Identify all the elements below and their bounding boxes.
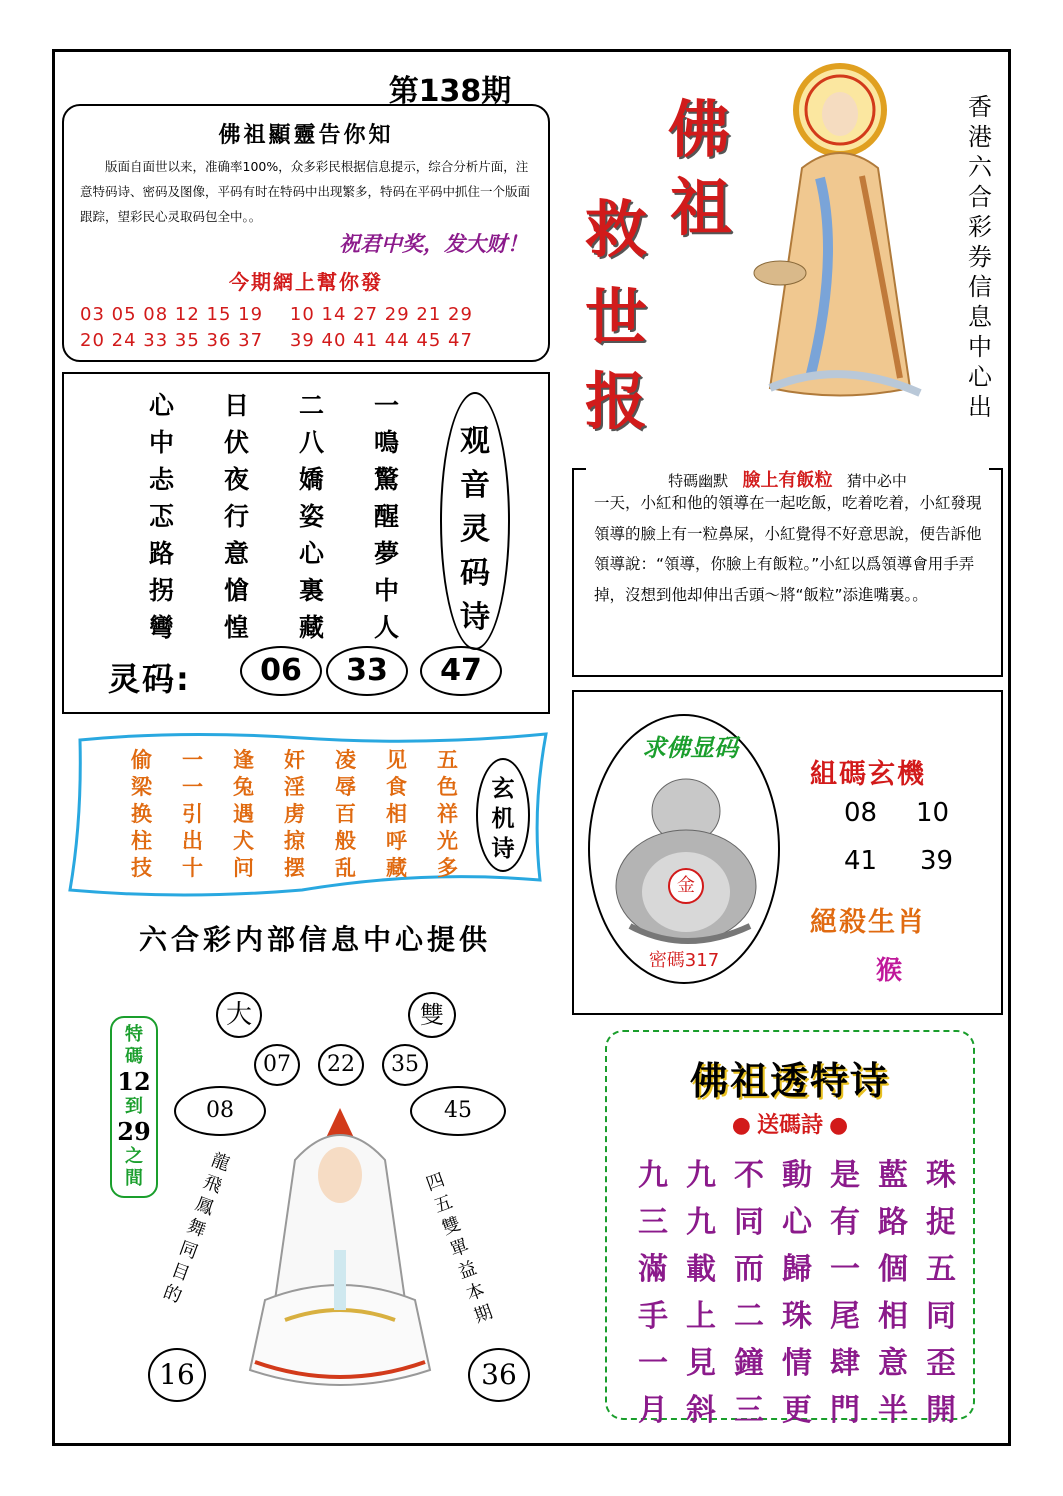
poem-char: 一	[638, 1346, 668, 1381]
combo-number: 08	[844, 798, 878, 828]
poem-char: 呼	[386, 829, 407, 853]
poem-char: 忑	[148, 502, 174, 531]
notice-title: 佛祖顯靈告你知	[218, 123, 394, 148]
poem-char: 出	[182, 829, 203, 853]
poem-char: 忐	[148, 465, 174, 494]
poem-char: 有	[830, 1205, 860, 1240]
poem-char: 月	[638, 1393, 668, 1428]
poem-char: 三	[734, 1393, 764, 1428]
poem-char: 摆	[284, 856, 305, 880]
poem-char: 情	[782, 1346, 812, 1381]
poem-char: 二	[298, 391, 324, 420]
poem-char: 藏	[386, 856, 407, 880]
poem-char: 彎	[148, 613, 174, 642]
buddha-oval	[588, 714, 780, 984]
net-numbers-row2: 20 24 33 35 36 37 39 40 41 44 45 47	[80, 330, 473, 351]
poem-char: 相	[386, 802, 407, 826]
wish-text: 祝君中奖，发大财！	[339, 232, 528, 256]
poem-char: 多	[437, 856, 458, 880]
phrase-char: 四	[423, 1169, 448, 1196]
phrase-char: 龍	[208, 1149, 233, 1176]
banner-char: 祖	[670, 171, 733, 244]
poem-char: 斜	[686, 1393, 716, 1428]
poem-char: 食	[386, 775, 407, 799]
poem-char: 個	[878, 1252, 908, 1287]
poem-char: 见	[386, 748, 407, 772]
phrase-char: 目	[168, 1259, 193, 1286]
poem-char: 技	[131, 856, 152, 880]
poem-char: 惶	[223, 613, 249, 642]
phrase-char: 飛	[200, 1171, 225, 1198]
poem-char: 淫	[284, 775, 305, 799]
right-oval-number: 45	[410, 1086, 506, 1136]
guanyin-poem-box	[62, 372, 550, 714]
poem-char: 五	[437, 748, 458, 772]
poem-char: 手	[638, 1299, 668, 1334]
poem-char: 拐	[148, 576, 174, 605]
poem-char: 一	[830, 1252, 860, 1287]
banner-char: 世	[585, 281, 648, 354]
poem-char: 引	[182, 802, 203, 826]
poem-char: 見	[686, 1346, 716, 1381]
lingma-number: 47	[420, 646, 502, 696]
guanyin-seated-illustration	[225, 1100, 455, 1400]
poem-char: 九	[686, 1205, 716, 1240]
poem-char: 驚	[373, 465, 399, 494]
kill-title: 絕殺生肖	[810, 907, 926, 938]
tou-te-poem-grid	[629, 1150, 965, 1432]
phrase-char: 雙	[439, 1213, 464, 1240]
number-circle: 35	[382, 1044, 428, 1086]
poem-char: 路	[148, 539, 174, 568]
poem-char: 捉	[926, 1205, 956, 1240]
xuanji-poem-grid	[116, 744, 473, 879]
joke-title: 臉上有飯粒	[742, 470, 833, 491]
poem-char: 開	[926, 1393, 956, 1428]
lingma-number: 06	[240, 646, 322, 696]
poem-char: 動	[782, 1158, 812, 1193]
poem-char: 中	[148, 428, 174, 457]
poem-char: 掠	[284, 829, 305, 853]
poem-char: 載	[686, 1252, 716, 1287]
number-circle: 07	[254, 1044, 300, 1086]
tou-te-subtitle: ● 送碼詩 ●	[731, 1113, 849, 1138]
banner-char: 报	[585, 365, 648, 438]
joke-label-left: 特碼幽默	[668, 472, 729, 490]
poem-char: 姿	[298, 502, 324, 531]
poem-char: 般	[335, 829, 356, 853]
poem-char: 同	[926, 1299, 956, 1334]
guanyin-standing-illustration	[740, 58, 950, 403]
poem-char: 更	[782, 1393, 812, 1428]
poem-char: 裏	[298, 576, 324, 605]
poem-char: 心	[298, 539, 324, 568]
poem-char: 十	[182, 856, 203, 880]
notice-body: 版面自面世以来，准确率100%，众多彩民根据信息提示，综合分析片面，注意特码诗、密码及图像，平码有时在特码中出现繁多，特码在平码中抓住一个版面跟踪，望彩民心灵取码包全中。。	[80, 159, 531, 224]
combo-number: 10	[916, 798, 950, 828]
poem-char: 肆	[830, 1346, 860, 1381]
poem-char: 八	[298, 428, 324, 457]
poem-char: 歪	[926, 1346, 956, 1381]
poem-char: 同	[734, 1205, 764, 1240]
poem-char: 虏	[284, 802, 305, 826]
secret-code: 密碼317	[648, 950, 720, 971]
xuanji-poem-box	[62, 730, 548, 898]
poem-char: 門	[830, 1393, 860, 1428]
big-badge: 大	[216, 992, 262, 1038]
lingma-label: 灵码:	[108, 660, 191, 698]
poem-char: 尾	[830, 1299, 860, 1334]
poem-char: 歸	[782, 1252, 812, 1287]
poem-char: 伏	[223, 428, 249, 457]
net-title: 今期網上幫你發	[229, 270, 383, 294]
poem-char: 路	[878, 1205, 908, 1240]
poem-char: 珠	[782, 1299, 812, 1334]
poem-char: 一	[182, 748, 203, 772]
poem-char: 三	[638, 1205, 668, 1240]
poem-char: 上	[686, 1299, 716, 1334]
kill-value: 猴	[876, 956, 903, 986]
phrase-char: 舞	[184, 1215, 209, 1242]
poem-char: 中	[373, 576, 399, 605]
poem-char: 百	[335, 802, 356, 826]
poem-char: 而	[734, 1252, 764, 1287]
poem-char: 乱	[335, 856, 356, 880]
poem-char: 逢	[233, 748, 254, 772]
notice-box	[62, 104, 550, 362]
number-circle: 22	[318, 1044, 364, 1086]
phrase-char: 益	[455, 1257, 480, 1284]
poem-char: 一	[373, 391, 399, 420]
phrase-char: 期	[471, 1301, 496, 1328]
poem-char: 辱	[335, 775, 356, 799]
poem-char: 梁	[131, 775, 152, 799]
poem-char: 遇	[233, 802, 254, 826]
phrase-char: 單	[447, 1235, 472, 1262]
poem-char: 偷	[131, 748, 152, 772]
gold-badge: 金	[668, 868, 704, 904]
provider-text: 六合彩内部信息中心提供	[138, 923, 491, 956]
poem-char: 日	[223, 391, 249, 420]
poem-char: 换	[131, 802, 152, 826]
poem-char: 光	[437, 829, 458, 853]
combo-number: 41	[844, 846, 878, 876]
poem-char: 五	[926, 1252, 956, 1287]
poem-char: 藍	[878, 1158, 908, 1193]
combo-title: 組碼玄機	[810, 759, 926, 790]
joke-label-right: 猜中必中	[846, 472, 907, 490]
issue-number: 第138期	[388, 74, 512, 109]
poem-char: 醒	[373, 502, 399, 531]
poem-char: 九	[686, 1158, 716, 1193]
poem-char: 行	[223, 502, 249, 531]
buddha-arc-text: 求佛显码	[642, 734, 738, 762]
poem-char: 心	[148, 391, 174, 420]
poem-char: 祥	[437, 802, 458, 826]
poem-char: 夢	[373, 539, 399, 568]
tou-te-title: 佛祖透特诗	[689, 1058, 890, 1103]
special-range-box: 特碼 12 到 29 之間	[110, 1016, 158, 1198]
lingma-number: 33	[326, 646, 408, 696]
poem-char: 一	[182, 775, 203, 799]
phrase-char: 鳳	[192, 1193, 217, 1220]
poem-char: 色	[437, 775, 458, 799]
banner-char: 佛	[668, 93, 731, 166]
bottom-left-number: 16	[148, 1348, 206, 1402]
poem-char: 不	[734, 1158, 764, 1193]
poem-char: 嬌	[298, 465, 324, 494]
phrase-char: 的	[160, 1281, 185, 1308]
poem-char: 心	[782, 1205, 812, 1240]
poem-char: 相	[878, 1299, 908, 1334]
guanyin-poem-label: 观 音 灵 码 诗	[440, 392, 510, 650]
poem-char: 鳴	[373, 428, 399, 457]
poem-char: 鐘	[734, 1346, 764, 1381]
bottom-right-number: 36	[468, 1348, 530, 1402]
phrase-char: 同	[176, 1237, 201, 1264]
poem-char: 柱	[131, 829, 152, 853]
guanyin-poem-grid	[124, 386, 424, 645]
net-numbers-row1: 03 05 08 12 15 19 10 14 27 29 21 29	[80, 304, 473, 325]
poem-char: 犬	[233, 829, 254, 853]
phrase-char: 本	[463, 1279, 488, 1306]
poem-char: 意	[223, 539, 249, 568]
joke-box	[572, 468, 1003, 677]
poem-char: 半	[878, 1393, 908, 1428]
poem-char: 二	[734, 1299, 764, 1334]
poem-char: 意	[878, 1346, 908, 1381]
poem-char: 人	[373, 613, 399, 642]
tou-te-poem-box	[605, 1030, 975, 1428]
poem-char: 愴	[223, 576, 249, 605]
poem-char: 是	[830, 1158, 860, 1193]
poem-char: 夜	[223, 465, 249, 494]
banner-char: 救	[585, 193, 648, 266]
xuanji-poem-label: 玄 机 诗	[476, 758, 530, 872]
double-badge: 雙	[408, 992, 456, 1038]
poem-char: 藏	[298, 613, 324, 642]
poem-char: 奸	[284, 748, 305, 772]
publisher-vertical-text: 香 港 六 合 彩 券 信 息 中 心 出	[968, 93, 992, 421]
joke-body: 一天，小紅和他的領導在一起吃飯，吃着吃着，小紅發現領導的臉上有一粒鼻屎，小紅覺得不好意思說，便告訴他領導說：“領導，你臉上有飯粒。”小紅以爲領導會用手弄掉，沒想到他却伸出舌頭～將“飯粒”添進嘴裏。。	[594, 494, 982, 604]
poem-char: 珠	[926, 1158, 956, 1193]
left-oval-number: 08	[174, 1086, 266, 1136]
poem-char: 九	[638, 1158, 668, 1193]
poem-char: 凌	[335, 748, 356, 772]
combo-number: 39	[920, 846, 954, 876]
poem-char: 兔	[233, 775, 254, 799]
poem-char: 滿	[638, 1252, 668, 1287]
buddha-box	[572, 690, 1003, 1015]
phrase-char: 五	[431, 1191, 456, 1218]
poem-char: 问	[233, 856, 254, 880]
